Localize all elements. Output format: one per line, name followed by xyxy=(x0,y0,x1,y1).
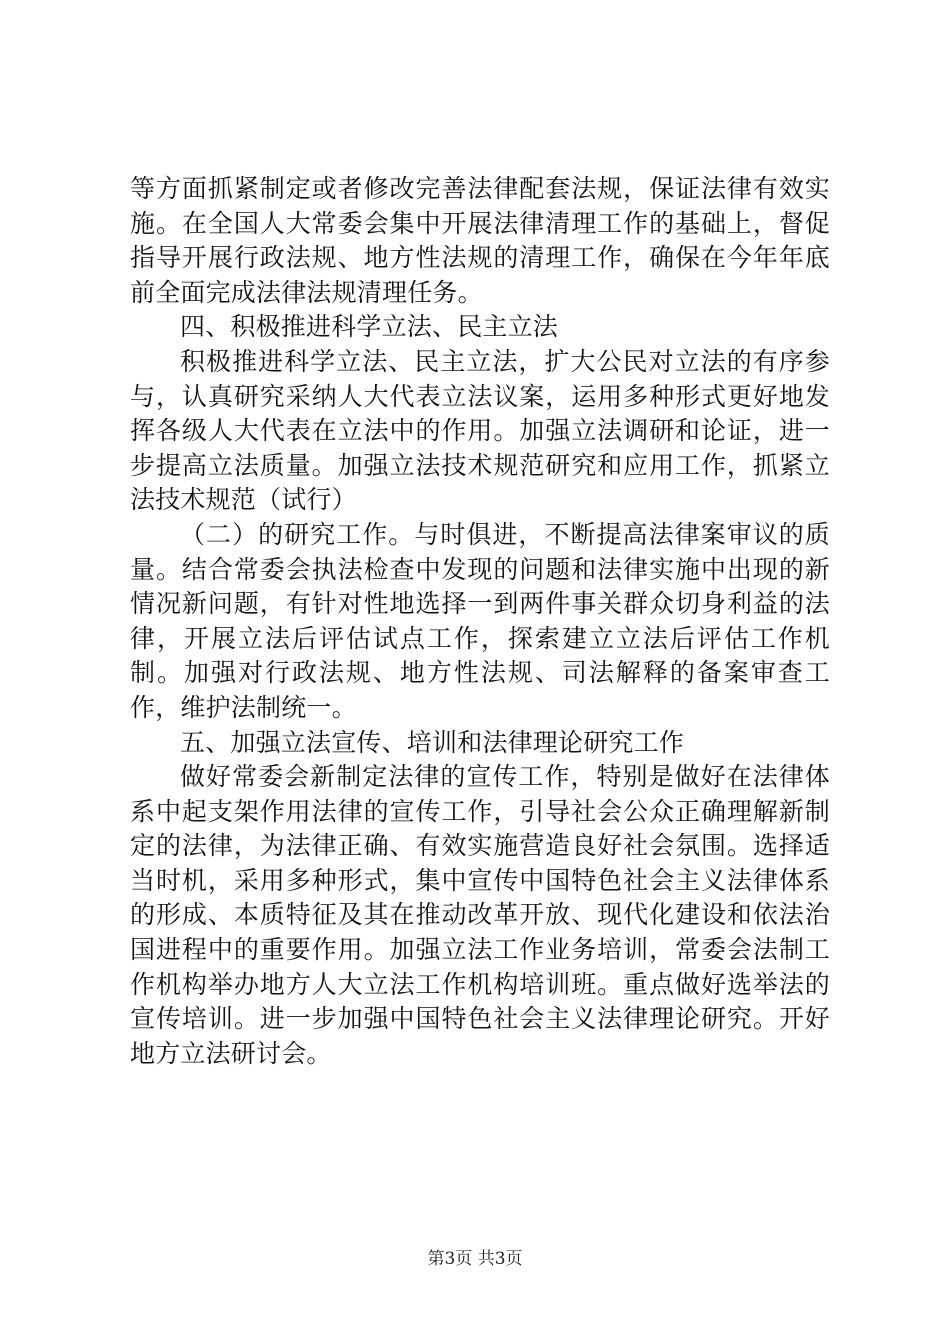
paragraph-section-5: 做好常委会新制定法律的宣传工作，特别是做好在法律体系中起支架作用法律的宣传工作，引导社会公众正确理解新制定的法律，为法律正确、有效实施营造良好社会氛围。选择适当时机，采用多种形式，集中宣传中国特色社会主义法律体系的形成、本质特征及其在推动改革开放、现代化建设和依法治国进程中的重要作用。加强立法工作业务培训，常委会法制工作机构举办地方人大立法工作机构培训班。重点做好选举法的宣传培训。进一步加强中国特色社会主义法律理论研究。开好地方立法研讨会。 xyxy=(130,762,830,1068)
paragraph-continuation: 等方面抓紧制定或者修改完善法律配套法规，保证法律有效实施。在全国人大常委会集中开展法律清理工作的基础上，督促指导开展行政法规、地方性法规的清理工作，确保在今年年底前全面完成法律法规清理任务。 xyxy=(130,174,830,307)
paragraph-section-4-continued: （二）的研究工作。与时俱进，不断提高法律案审议的质量。结合常委会执法检查中发现的问题和法律实施中出现的新情况新问题，有针对性地选择一到两件事关群众切身利益的法律，开展立法后评估试点工作，探索建立立法后评估工作机制。加强对行政法规、地方性法规、司法解释的备案审查工作，维护法制统一。 xyxy=(130,519,830,722)
document-body xyxy=(130,172,830,1071)
paragraph-section-4: 积极推进科学立法、民主立法，扩大公民对立法的有序参与，认真研究采纳人大代表立法议案，运用多种形式更好地发挥各级人大代表在立法中的作用。加强立法调研和论证，进一步提高立法质量。加强立法技术规范研究和应用工作，抓紧立法技术规范（试行） xyxy=(130,346,830,515)
page-number-footer: 第3页 共3页 xyxy=(427,1249,523,1269)
section-heading-4: 四、积极推进科学立法、民主立法 xyxy=(180,312,559,342)
section-heading-5: 五、加强立法宣传、培训和法律理论研究工作 xyxy=(180,727,685,757)
